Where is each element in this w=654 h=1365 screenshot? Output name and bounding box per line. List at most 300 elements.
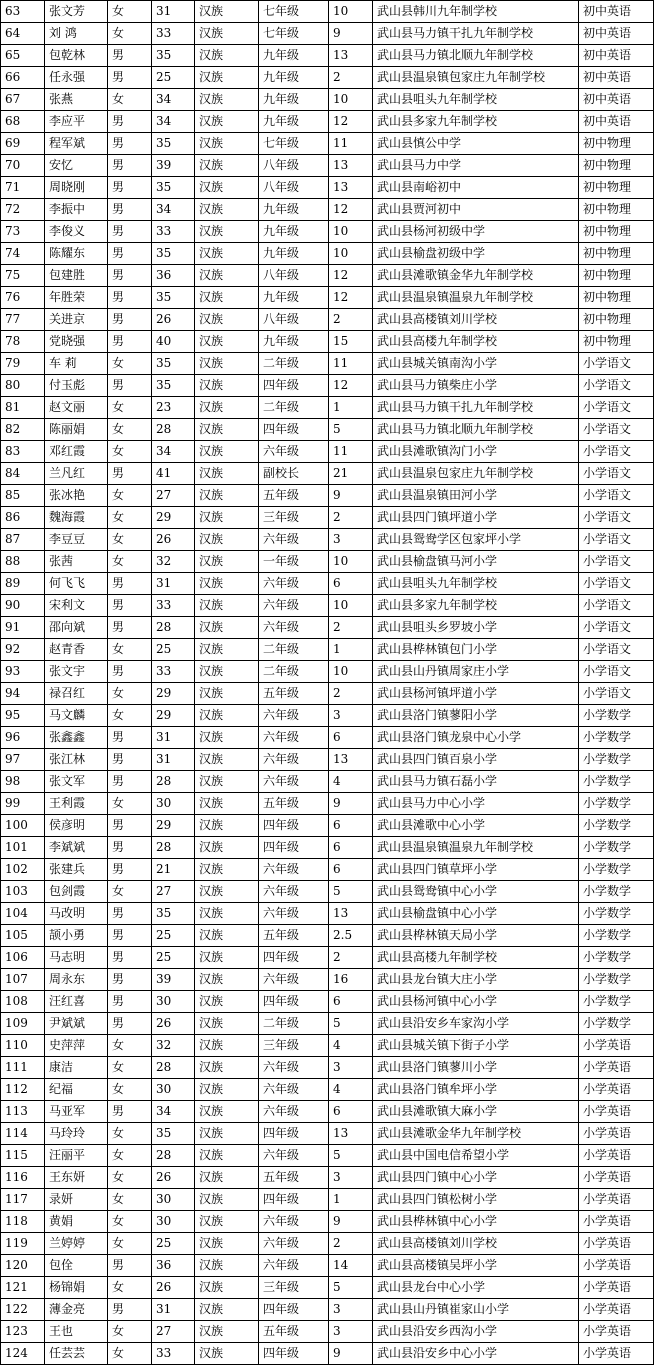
age-cell: 31 bbox=[152, 1, 195, 23]
gender-cell: 男 bbox=[108, 45, 152, 67]
age-cell: 39 bbox=[152, 155, 195, 177]
teacher-name-cell: 张文军 bbox=[45, 771, 108, 793]
row-number-cell: 109 bbox=[1, 1013, 45, 1035]
gender-cell: 男 bbox=[108, 925, 152, 947]
subject-cell: 小学英语 bbox=[579, 1343, 654, 1365]
teacher-name-cell: 薄金亮 bbox=[45, 1299, 108, 1321]
teacher-name-cell: 颉小勇 bbox=[45, 925, 108, 947]
grade-taught-cell: 四年级 bbox=[259, 837, 329, 859]
grade-taught-cell: 五年级 bbox=[259, 485, 329, 507]
ethnicity-cell: 汉族 bbox=[195, 771, 259, 793]
table-row bbox=[1, 903, 654, 925]
subject-cell: 小学数学 bbox=[579, 705, 654, 727]
gender-cell: 男 bbox=[108, 815, 152, 837]
ethnicity-cell: 汉族 bbox=[195, 1, 259, 23]
grade-taught-cell: 六年级 bbox=[259, 881, 329, 903]
subject-cell: 小学数学 bbox=[579, 727, 654, 749]
school-name-cell: 武山县马力镇北顺九年制学校 bbox=[373, 419, 579, 441]
subject-cell: 小学英语 bbox=[579, 1255, 654, 1277]
teaching-years-cell: 10 bbox=[329, 243, 373, 265]
age-cell: 28 bbox=[152, 1145, 195, 1167]
table-row bbox=[1, 1211, 654, 1233]
gender-cell: 男 bbox=[108, 947, 152, 969]
teaching-years-cell: 2 bbox=[329, 309, 373, 331]
teaching-years-cell: 12 bbox=[329, 111, 373, 133]
grade-taught-cell: 九年级 bbox=[259, 287, 329, 309]
subject-cell: 小学英语 bbox=[579, 1123, 654, 1145]
gender-cell: 女 bbox=[108, 1233, 152, 1255]
teacher-name-cell: 周永东 bbox=[45, 969, 108, 991]
age-cell: 35 bbox=[152, 243, 195, 265]
teacher-name-cell: 马玲玲 bbox=[45, 1123, 108, 1145]
row-number-cell: 124 bbox=[1, 1343, 45, 1365]
grade-taught-cell: 六年级 bbox=[259, 573, 329, 595]
teaching-years-cell: 10 bbox=[329, 551, 373, 573]
row-number-cell: 71 bbox=[1, 177, 45, 199]
ethnicity-cell: 汉族 bbox=[195, 1321, 259, 1343]
school-name-cell: 武山县桦林镇包门小学 bbox=[373, 639, 579, 661]
subject-cell: 初中物理 bbox=[579, 265, 654, 287]
ethnicity-cell: 汉族 bbox=[195, 485, 259, 507]
subject-cell: 小学数学 bbox=[579, 925, 654, 947]
age-cell: 28 bbox=[152, 1057, 195, 1079]
subject-cell: 小学数学 bbox=[579, 859, 654, 881]
table-row bbox=[1, 331, 654, 353]
row-number-cell: 69 bbox=[1, 133, 45, 155]
gender-cell: 女 bbox=[108, 1057, 152, 1079]
teacher-name-cell: 黄娟 bbox=[45, 1211, 108, 1233]
grade-taught-cell: 九年级 bbox=[259, 243, 329, 265]
age-cell: 31 bbox=[152, 573, 195, 595]
subject-cell: 初中物理 bbox=[579, 243, 654, 265]
subject-cell: 小学语文 bbox=[579, 485, 654, 507]
teaching-years-cell: 3 bbox=[329, 705, 373, 727]
teacher-name-cell: 周晓刚 bbox=[45, 177, 108, 199]
row-number-cell: 114 bbox=[1, 1123, 45, 1145]
row-number-cell: 74 bbox=[1, 243, 45, 265]
age-cell: 33 bbox=[152, 661, 195, 683]
ethnicity-cell: 汉族 bbox=[195, 947, 259, 969]
school-name-cell: 武山县温泉镇温泉九年制学校 bbox=[373, 287, 579, 309]
teacher-name-cell: 张江林 bbox=[45, 749, 108, 771]
age-cell: 21 bbox=[152, 859, 195, 881]
gender-cell: 男 bbox=[108, 1101, 152, 1123]
teacher-name-cell: 包建胜 bbox=[45, 265, 108, 287]
grade-taught-cell: 四年级 bbox=[259, 815, 329, 837]
age-cell: 29 bbox=[152, 507, 195, 529]
teacher-name-cell: 马文麟 bbox=[45, 705, 108, 727]
teacher-name-cell: 宋利文 bbox=[45, 595, 108, 617]
table-row bbox=[1, 1101, 654, 1123]
gender-cell: 男 bbox=[108, 133, 152, 155]
row-number-cell: 98 bbox=[1, 771, 45, 793]
table-row bbox=[1, 1145, 654, 1167]
age-cell: 25 bbox=[152, 639, 195, 661]
grade-taught-cell: 五年级 bbox=[259, 1167, 329, 1189]
table-row bbox=[1, 1167, 654, 1189]
grade-taught-cell: 五年级 bbox=[259, 1321, 329, 1343]
table-row bbox=[1, 617, 654, 639]
school-name-cell: 武山县沿安乡车家沟小学 bbox=[373, 1013, 579, 1035]
school-name-cell: 武山县鸳鸯镇中心小学 bbox=[373, 881, 579, 903]
grade-taught-cell: 七年级 bbox=[259, 23, 329, 45]
gender-cell: 男 bbox=[108, 309, 152, 331]
subject-cell: 小学英语 bbox=[579, 1233, 654, 1255]
subject-cell: 小学英语 bbox=[579, 1189, 654, 1211]
table-row bbox=[1, 771, 654, 793]
age-cell: 33 bbox=[152, 221, 195, 243]
table-row bbox=[1, 155, 654, 177]
grade-taught-cell: 六年级 bbox=[259, 1145, 329, 1167]
school-name-cell: 武山县四门镇坪道小学 bbox=[373, 507, 579, 529]
subject-cell: 初中物理 bbox=[579, 287, 654, 309]
gender-cell: 女 bbox=[108, 419, 152, 441]
teaching-years-cell: 2 bbox=[329, 617, 373, 639]
grade-taught-cell: 二年级 bbox=[259, 353, 329, 375]
teaching-years-cell: 5 bbox=[329, 1277, 373, 1299]
teacher-name-cell: 李豆豆 bbox=[45, 529, 108, 551]
age-cell: 28 bbox=[152, 419, 195, 441]
subject-cell: 初中物理 bbox=[579, 177, 654, 199]
gender-cell: 女 bbox=[108, 1321, 152, 1343]
table-row bbox=[1, 1321, 654, 1343]
age-cell: 29 bbox=[152, 705, 195, 727]
school-name-cell: 武山县马力中学 bbox=[373, 155, 579, 177]
ethnicity-cell: 汉族 bbox=[195, 793, 259, 815]
teaching-years-cell: 12 bbox=[329, 265, 373, 287]
subject-cell: 初中英语 bbox=[579, 23, 654, 45]
gender-cell: 女 bbox=[108, 1079, 152, 1101]
ethnicity-cell: 汉族 bbox=[195, 133, 259, 155]
age-cell: 26 bbox=[152, 1013, 195, 1035]
age-cell: 30 bbox=[152, 793, 195, 815]
subject-cell: 小学数学 bbox=[579, 771, 654, 793]
grade-taught-cell: 六年级 bbox=[259, 1057, 329, 1079]
table-row bbox=[1, 1013, 654, 1035]
table-row bbox=[1, 1057, 654, 1079]
subject-cell: 初中英语 bbox=[579, 111, 654, 133]
age-cell: 28 bbox=[152, 617, 195, 639]
teacher-name-cell: 陈丽娟 bbox=[45, 419, 108, 441]
subject-cell: 小学语文 bbox=[579, 617, 654, 639]
teacher-name-cell: 党晓强 bbox=[45, 331, 108, 353]
subject-cell: 小学英语 bbox=[579, 1035, 654, 1057]
school-name-cell: 武山县洛门镇牟坪小学 bbox=[373, 1079, 579, 1101]
age-cell: 28 bbox=[152, 837, 195, 859]
teacher-name-cell: 张燕 bbox=[45, 89, 108, 111]
teaching-years-cell: 15 bbox=[329, 331, 373, 353]
teacher-name-cell: 马改明 bbox=[45, 903, 108, 925]
teaching-years-cell: 2 bbox=[329, 947, 373, 969]
teacher-name-cell: 包乾林 bbox=[45, 45, 108, 67]
ethnicity-cell: 汉族 bbox=[195, 419, 259, 441]
ethnicity-cell: 汉族 bbox=[195, 375, 259, 397]
row-number-cell: 73 bbox=[1, 221, 45, 243]
school-name-cell: 武山县温泉包家庄九年制学校 bbox=[373, 463, 579, 485]
ethnicity-cell: 汉族 bbox=[195, 1189, 259, 1211]
row-number-cell: 106 bbox=[1, 947, 45, 969]
row-number-cell: 107 bbox=[1, 969, 45, 991]
subject-cell: 小学语文 bbox=[579, 573, 654, 595]
ethnicity-cell: 汉族 bbox=[195, 265, 259, 287]
age-cell: 26 bbox=[152, 1167, 195, 1189]
teacher-name-cell: 程军斌 bbox=[45, 133, 108, 155]
teaching-years-cell: 10 bbox=[329, 89, 373, 111]
teacher-name-cell: 包佺 bbox=[45, 1255, 108, 1277]
school-name-cell: 武山县桦林镇中心小学 bbox=[373, 1211, 579, 1233]
age-cell: 30 bbox=[152, 1189, 195, 1211]
school-name-cell: 武山县滩歌金华九年制学校 bbox=[373, 1123, 579, 1145]
grade-taught-cell: 六年级 bbox=[259, 617, 329, 639]
teaching-years-cell: 6 bbox=[329, 815, 373, 837]
teacher-name-cell: 刘 鸿 bbox=[45, 23, 108, 45]
school-name-cell: 武山县咀头九年制学校 bbox=[373, 89, 579, 111]
row-number-cell: 104 bbox=[1, 903, 45, 925]
table-row bbox=[1, 881, 654, 903]
table-row bbox=[1, 1123, 654, 1145]
teaching-years-cell: 13 bbox=[329, 177, 373, 199]
teacher-name-cell: 侯彦明 bbox=[45, 815, 108, 837]
teaching-years-cell: 4 bbox=[329, 1079, 373, 1101]
teaching-years-cell: 10 bbox=[329, 221, 373, 243]
ethnicity-cell: 汉族 bbox=[195, 67, 259, 89]
gender-cell: 男 bbox=[108, 1299, 152, 1321]
table-body bbox=[1, 1, 654, 1365]
table-row bbox=[1, 1299, 654, 1321]
age-cell: 35 bbox=[152, 353, 195, 375]
grade-taught-cell: 六年级 bbox=[259, 595, 329, 617]
grade-taught-cell: 九年级 bbox=[259, 89, 329, 111]
subject-cell: 小学数学 bbox=[579, 837, 654, 859]
row-number-cell: 113 bbox=[1, 1101, 45, 1123]
teacher-name-cell: 兰凡红 bbox=[45, 463, 108, 485]
row-number-cell: 83 bbox=[1, 441, 45, 463]
row-number-cell: 80 bbox=[1, 375, 45, 397]
teacher-name-cell: 王东妍 bbox=[45, 1167, 108, 1189]
table-row bbox=[1, 353, 654, 375]
school-name-cell: 武山县高楼九年制学校 bbox=[373, 947, 579, 969]
teaching-years-cell: 13 bbox=[329, 749, 373, 771]
age-cell: 23 bbox=[152, 397, 195, 419]
teacher-name-cell: 张文宇 bbox=[45, 661, 108, 683]
teacher-name-cell: 兰婷婷 bbox=[45, 1233, 108, 1255]
age-cell: 36 bbox=[152, 1255, 195, 1277]
subject-cell: 初中物理 bbox=[579, 331, 654, 353]
grade-taught-cell: 四年级 bbox=[259, 375, 329, 397]
table-row bbox=[1, 661, 654, 683]
grade-taught-cell: 六年级 bbox=[259, 529, 329, 551]
subject-cell: 初中物理 bbox=[579, 155, 654, 177]
subject-cell: 小学英语 bbox=[579, 1299, 654, 1321]
subject-cell: 小学英语 bbox=[579, 1079, 654, 1101]
grade-taught-cell: 二年级 bbox=[259, 639, 329, 661]
ethnicity-cell: 汉族 bbox=[195, 1057, 259, 1079]
teacher-name-cell: 康洁 bbox=[45, 1057, 108, 1079]
teaching-years-cell: 12 bbox=[329, 287, 373, 309]
row-number-cell: 90 bbox=[1, 595, 45, 617]
ethnicity-cell: 汉族 bbox=[195, 177, 259, 199]
teacher-name-cell: 魏海霞 bbox=[45, 507, 108, 529]
age-cell: 34 bbox=[152, 199, 195, 221]
age-cell: 35 bbox=[152, 177, 195, 199]
teaching-years-cell: 6 bbox=[329, 573, 373, 595]
age-cell: 25 bbox=[152, 947, 195, 969]
school-name-cell: 武山县温泉镇温泉九年制学校 bbox=[373, 837, 579, 859]
gender-cell: 女 bbox=[108, 683, 152, 705]
row-number-cell: 110 bbox=[1, 1035, 45, 1057]
teaching-years-cell: 12 bbox=[329, 375, 373, 397]
age-cell: 27 bbox=[152, 485, 195, 507]
school-name-cell: 武山县中国电信希望小学 bbox=[373, 1145, 579, 1167]
row-number-cell: 100 bbox=[1, 815, 45, 837]
school-name-cell: 武山县贾河初中 bbox=[373, 199, 579, 221]
row-number-cell: 99 bbox=[1, 793, 45, 815]
grade-taught-cell: 副校长 bbox=[259, 463, 329, 485]
grade-taught-cell: 八年级 bbox=[259, 155, 329, 177]
teaching-years-cell: 11 bbox=[329, 133, 373, 155]
grade-taught-cell: 九年级 bbox=[259, 45, 329, 67]
teaching-years-cell: 4 bbox=[329, 1035, 373, 1057]
teacher-name-cell: 李斌斌 bbox=[45, 837, 108, 859]
gender-cell: 男 bbox=[108, 155, 152, 177]
school-name-cell: 武山县高楼九年制学校 bbox=[373, 331, 579, 353]
table-row bbox=[1, 89, 654, 111]
grade-taught-cell: 四年级 bbox=[259, 419, 329, 441]
age-cell: 32 bbox=[152, 1035, 195, 1057]
grade-taught-cell: 二年级 bbox=[259, 397, 329, 419]
gender-cell: 男 bbox=[108, 1013, 152, 1035]
subject-cell: 初中英语 bbox=[579, 67, 654, 89]
gender-cell: 男 bbox=[108, 771, 152, 793]
teacher-name-cell: 包剑霞 bbox=[45, 881, 108, 903]
school-name-cell: 武山县马力镇干扎九年制学校 bbox=[373, 23, 579, 45]
row-number-cell: 66 bbox=[1, 67, 45, 89]
ethnicity-cell: 汉族 bbox=[195, 243, 259, 265]
teaching-years-cell: 11 bbox=[329, 353, 373, 375]
row-number-cell: 97 bbox=[1, 749, 45, 771]
school-name-cell: 武山县滩歌镇大麻小学 bbox=[373, 1101, 579, 1123]
gender-cell: 女 bbox=[108, 1211, 152, 1233]
teacher-name-cell: 尹斌斌 bbox=[45, 1013, 108, 1035]
gender-cell: 女 bbox=[108, 485, 152, 507]
subject-cell: 小学语文 bbox=[579, 639, 654, 661]
school-name-cell: 武山县榆盘初级中学 bbox=[373, 243, 579, 265]
age-cell: 35 bbox=[152, 45, 195, 67]
table-row bbox=[1, 67, 654, 89]
teaching-years-cell: 3 bbox=[329, 1299, 373, 1321]
grade-taught-cell: 四年级 bbox=[259, 1123, 329, 1145]
school-name-cell: 武山县洛门镇龙泉中心小学 bbox=[373, 727, 579, 749]
ethnicity-cell: 汉族 bbox=[195, 749, 259, 771]
subject-cell: 小学语文 bbox=[579, 397, 654, 419]
grade-taught-cell: 六年级 bbox=[259, 749, 329, 771]
age-cell: 35 bbox=[152, 375, 195, 397]
school-name-cell: 武山县杨河镇坪道小学 bbox=[373, 683, 579, 705]
table-row bbox=[1, 969, 654, 991]
age-cell: 30 bbox=[152, 991, 195, 1013]
table-row bbox=[1, 683, 654, 705]
table-row bbox=[1, 1, 654, 23]
table-row bbox=[1, 23, 654, 45]
gender-cell: 女 bbox=[108, 639, 152, 661]
teaching-years-cell: 3 bbox=[329, 1167, 373, 1189]
gender-cell: 男 bbox=[108, 463, 152, 485]
age-cell: 30 bbox=[152, 1079, 195, 1101]
age-cell: 25 bbox=[152, 1233, 195, 1255]
table-row bbox=[1, 749, 654, 771]
subject-cell: 初中英语 bbox=[579, 1, 654, 23]
teacher-name-cell: 何飞飞 bbox=[45, 573, 108, 595]
table-row bbox=[1, 727, 654, 749]
row-number-cell: 112 bbox=[1, 1079, 45, 1101]
school-name-cell: 武山县马力镇干扎九年制学校 bbox=[373, 397, 579, 419]
teacher-name-cell: 杨锦娟 bbox=[45, 1277, 108, 1299]
teaching-years-cell: 14 bbox=[329, 1255, 373, 1277]
ethnicity-cell: 汉族 bbox=[195, 683, 259, 705]
ethnicity-cell: 汉族 bbox=[195, 969, 259, 991]
ethnicity-cell: 汉族 bbox=[195, 1035, 259, 1057]
teaching-years-cell: 21 bbox=[329, 463, 373, 485]
row-number-cell: 81 bbox=[1, 397, 45, 419]
school-name-cell: 武山县洛门镇蓼阳小学 bbox=[373, 705, 579, 727]
teacher-name-cell: 张冰艳 bbox=[45, 485, 108, 507]
school-name-cell: 武山县杨河镇中心小学 bbox=[373, 991, 579, 1013]
school-name-cell: 武山县四门镇松树小学 bbox=[373, 1189, 579, 1211]
age-cell: 27 bbox=[152, 881, 195, 903]
row-number-cell: 108 bbox=[1, 991, 45, 1013]
subject-cell: 小学英语 bbox=[579, 1057, 654, 1079]
table-row bbox=[1, 859, 654, 881]
teaching-years-cell: 10 bbox=[329, 595, 373, 617]
ethnicity-cell: 汉族 bbox=[195, 1299, 259, 1321]
age-cell: 35 bbox=[152, 1123, 195, 1145]
gender-cell: 男 bbox=[108, 727, 152, 749]
teacher-name-cell: 任芸芸 bbox=[45, 1343, 108, 1365]
gender-cell: 男 bbox=[108, 991, 152, 1013]
subject-cell: 小学数学 bbox=[579, 969, 654, 991]
school-name-cell: 武山县洛门镇蓼川小学 bbox=[373, 1057, 579, 1079]
table-row bbox=[1, 705, 654, 727]
gender-cell: 女 bbox=[108, 1343, 152, 1365]
row-number-cell: 84 bbox=[1, 463, 45, 485]
row-number-cell: 101 bbox=[1, 837, 45, 859]
subject-cell: 小学英语 bbox=[579, 1167, 654, 1189]
gender-cell: 女 bbox=[108, 881, 152, 903]
subject-cell: 小学语文 bbox=[579, 529, 654, 551]
ethnicity-cell: 汉族 bbox=[195, 1167, 259, 1189]
ethnicity-cell: 汉族 bbox=[195, 925, 259, 947]
ethnicity-cell: 汉族 bbox=[195, 155, 259, 177]
table-row bbox=[1, 485, 654, 507]
age-cell: 26 bbox=[152, 529, 195, 551]
row-number-cell: 93 bbox=[1, 661, 45, 683]
age-cell: 35 bbox=[152, 133, 195, 155]
subject-cell: 初中英语 bbox=[579, 45, 654, 67]
teaching-years-cell: 10 bbox=[329, 1, 373, 23]
table-row bbox=[1, 463, 654, 485]
gender-cell: 男 bbox=[108, 67, 152, 89]
row-number-cell: 64 bbox=[1, 23, 45, 45]
school-name-cell: 武山县高楼镇刘川学校 bbox=[373, 309, 579, 331]
gender-cell: 男 bbox=[108, 221, 152, 243]
teacher-name-cell: 赵青香 bbox=[45, 639, 108, 661]
grade-taught-cell: 九年级 bbox=[259, 111, 329, 133]
age-cell: 33 bbox=[152, 23, 195, 45]
gender-cell: 男 bbox=[108, 111, 152, 133]
ethnicity-cell: 汉族 bbox=[195, 199, 259, 221]
teaching-years-cell: 2.5 bbox=[329, 925, 373, 947]
age-cell: 35 bbox=[152, 903, 195, 925]
